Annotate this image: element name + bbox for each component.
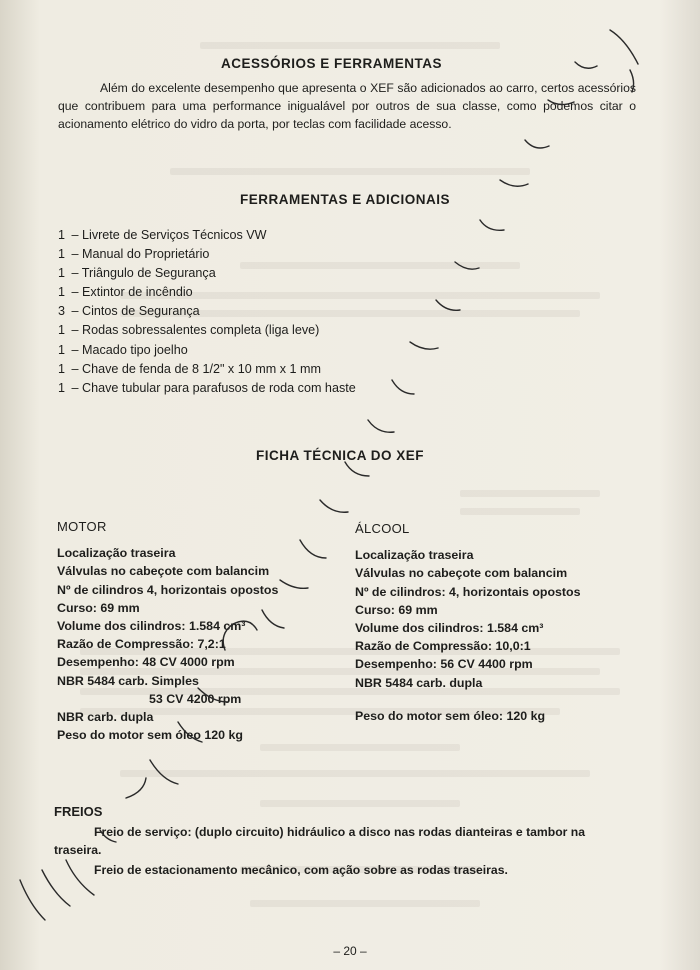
motor-cylinders: Nº de cilindros 4, horizontais opostos — [57, 582, 279, 597]
brakes-heading: FREIOS — [54, 804, 103, 819]
alcohol-nbr: NBR 5484 carb. dupla — [355, 675, 483, 690]
list-item: 1 – Macado tipo joelho — [58, 342, 188, 357]
motor-spec-column — [57, 518, 278, 744]
motor-heading: MOTOR — [57, 519, 107, 534]
alcohol-compression: Razão de Compressão: 10,0:1 — [355, 639, 531, 654]
motor-performance: Desempenho: 48 CV 4000 rpm — [57, 655, 235, 670]
alcohol-location: Localização traseira — [355, 548, 474, 563]
list-item: 1 – Livrete de Serviços Técnicos VW — [58, 228, 267, 242]
list-item: 1 – Chave de fenda de 8 1/2" x 10 mm x 1 mm — [58, 361, 321, 376]
alcohol-spec-column — [355, 520, 581, 725]
motor-stroke: Curso: 69 mm — [57, 600, 140, 615]
brakes-parking: Freio de estacionamento mecânico, com ação sobre as rodas traseiras. — [94, 863, 508, 877]
spec-title: FICHA TÉCNICA DO XEF — [256, 448, 424, 463]
alcohol-displacement: Volume dos cilindros: 1.584 cm³ — [355, 621, 544, 636]
alcohol-valves: Válvulas no cabeçote com balancim — [355, 566, 568, 581]
accessories-paragraph: Além do excelente desempenho que apresenta o XEF são adicionados ao carro, certos acessórios que contribuem para uma performance inigualável por outros de sua classe, como podemos citar o acionamento elétrico do vidro da porta, por teclas com facilidade acesso. — [58, 81, 636, 131]
list-item: 3 – Cintos de Segurança — [58, 304, 200, 319]
brakes-section — [54, 803, 634, 879]
motor-nbr-double: NBR carb. dupla — [57, 710, 154, 725]
page-number: – 20 – — [333, 944, 367, 958]
list-item: 1 – Extintor de incêndio — [58, 285, 193, 300]
alcohol-heading: ÁLCOOL — [355, 521, 410, 536]
brakes-service: Freio de serviço: (duplo circuito) hidráulico a disco nas rodas dianteiras e tambor na traseira. — [54, 825, 585, 857]
list-item: 1 – Chave tubular para parafusos de roda com haste — [58, 380, 356, 395]
motor-valves: Válvulas no cabeçote com balancim — [57, 564, 270, 579]
motor-displacement: Volume dos cilindros: 1.584 cm³ — [57, 619, 246, 634]
motor-nbr-single: NBR 5484 carb. Simples — [57, 673, 199, 688]
motor-weight: Peso do motor sem óleo 120 kg — [57, 728, 243, 743]
tools-list — [58, 226, 356, 398]
alcohol-weight: Peso do motor sem óleo: 120 kg — [355, 708, 546, 723]
list-item: 1 – Rodas sobressalentes completa (liga leve) — [58, 323, 320, 338]
motor-location: Localização traseira — [57, 546, 176, 561]
list-item: 1 – Manual do Proprietário — [58, 247, 210, 262]
tools-title: FERRAMENTAS E ADICIONAIS — [240, 192, 451, 207]
alcohol-stroke: Curso: 69 mm — [355, 602, 438, 617]
motor-compression: Razão de Compressão: 7,2:1 — [57, 637, 226, 652]
motor-nbr-single-value: 53 CV 4200 rpm — [149, 691, 242, 706]
list-item: 1 – Triângulo de Segurança — [58, 266, 216, 281]
accessories-title: ACESSÓRIOS E FERRAMENTAS — [221, 56, 443, 71]
spacer — [355, 692, 581, 707]
alcohol-performance: Desempenho: 56 CV 4400 rpm — [355, 657, 533, 672]
alcohol-cylinders: Nº de cilindros: 4, horizontais opostos — [355, 584, 581, 599]
